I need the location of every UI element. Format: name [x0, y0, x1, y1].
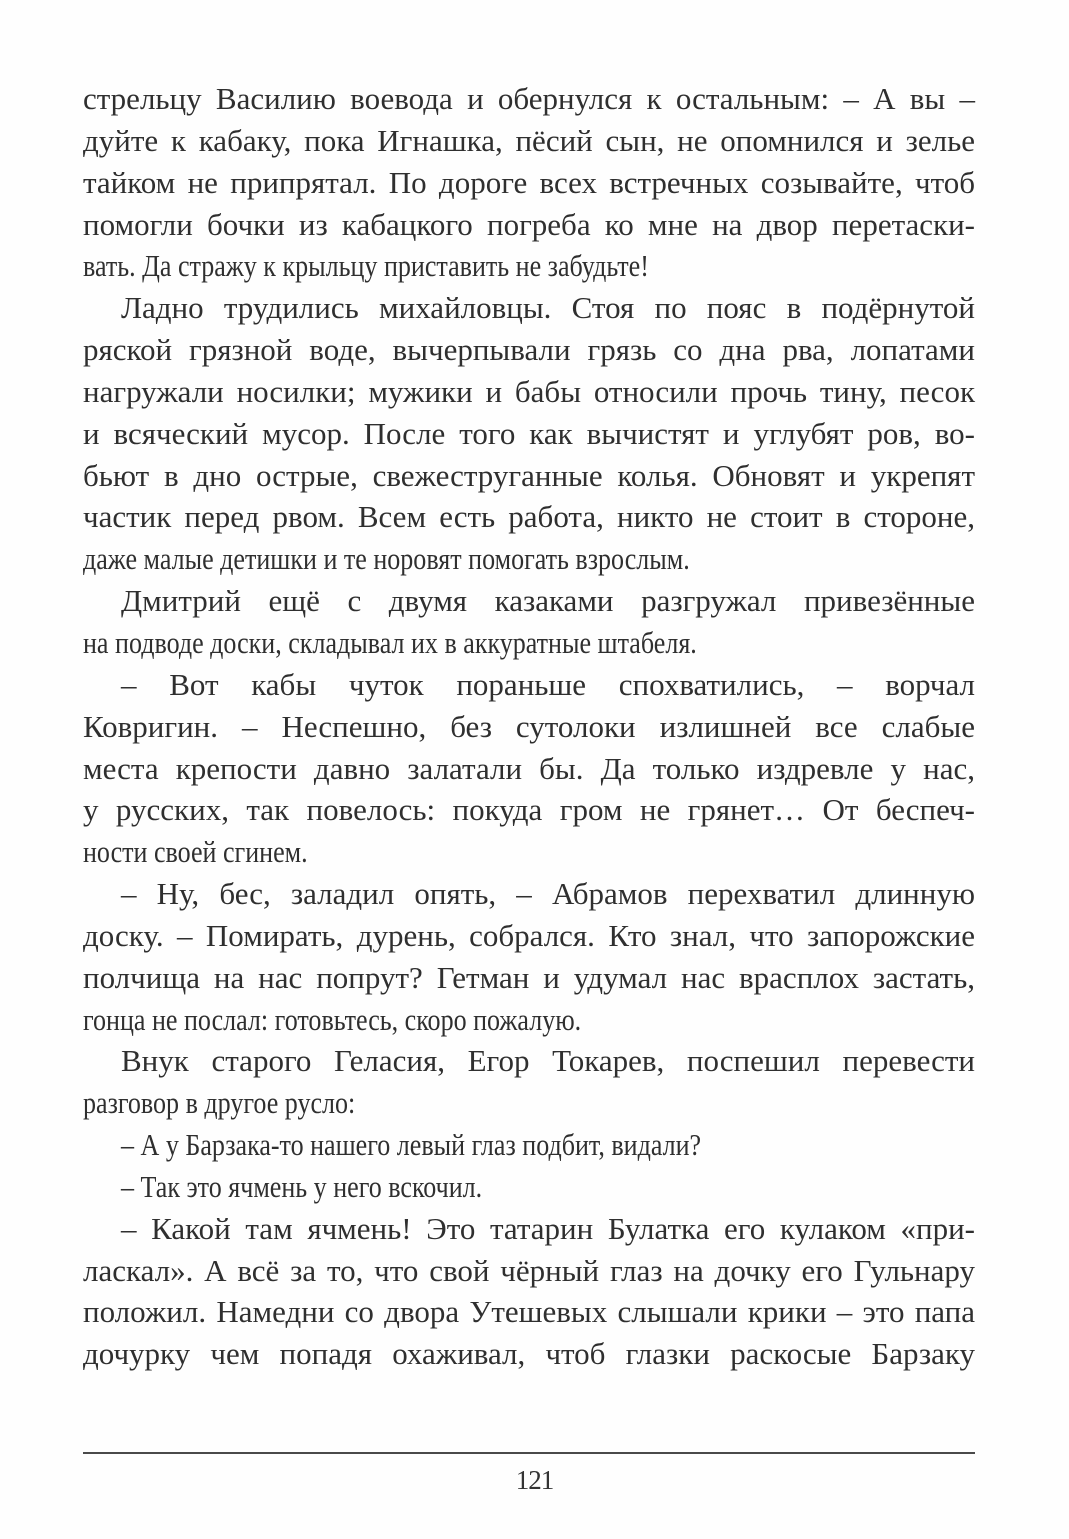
text-line: [83, 664, 975, 706]
text-line: [83, 706, 975, 748]
text-line-content: даже малые детишки и те норовят помогать взрослым.: [83, 541, 690, 577]
text-line-content: полчища на нас попрут? Гетман и удумал нас врасплох застать,: [83, 959, 975, 995]
text-line-content: Дмитрий ещё с двумя казаками разгружал привезённые: [121, 583, 975, 619]
text-line-content: дуйте к кабаку, пока Игнашка, пёсий сын, не опомнился и зелье: [83, 122, 975, 158]
text-line: [83, 999, 975, 1041]
text-line-content: – А у Барзака-то нашего левый глаз подбит, видали?: [121, 1127, 702, 1163]
text-line-content: и всяческий мусор. После того как вычистят и углубят ров, во-: [83, 415, 975, 451]
text-line-content: стрельцу Василию воевода и обернулся к остальным: – А вы –: [83, 81, 975, 116]
text-line: [83, 873, 975, 915]
text-line: [83, 78, 975, 120]
text-line-content: Ковригин. – Неспешно, без сутолоки излишней все слабые: [83, 708, 975, 744]
text-line: [83, 371, 975, 413]
text-line: [83, 204, 975, 246]
text-line: [83, 287, 975, 329]
text-line-content: гонца не послал: готовьтесь, скоро пожалую.: [83, 1001, 582, 1037]
text-line-content: Ладно трудились михайловцы. Стоя по пояс в подёрнутой: [121, 290, 975, 326]
text-line-content: места крепости давно залатали бы. Да только издревле у нас,: [83, 750, 975, 786]
text-line-content: разговор в другое русло:: [83, 1085, 356, 1121]
text-line: [83, 1124, 975, 1166]
text-line: [83, 1291, 975, 1333]
text-line: [83, 455, 975, 497]
text-line-content: ряской грязной воде, вычерпывали грязь со дна рва, лопатами: [83, 332, 975, 368]
text-line-content: – Вот кабы чуток пораньше спохватились, – ворчал: [121, 666, 975, 702]
text-line-content: тайком не припрятал. По дороге всех встречных созывайте, чтоб: [83, 164, 975, 200]
text-line: [83, 538, 975, 580]
text-line-content: – Какой там ячмень! Это татарин Булатка его кулаком «при-: [121, 1210, 975, 1246]
text-line: [83, 1166, 975, 1208]
text-line-content: у русских, так повелось: покуда гром не грянет… От беспеч-: [83, 792, 975, 828]
text-line: [83, 831, 975, 873]
text-line-content: ласкал». А всё за то, что свой чёрный глаз на дочку его Гульнару: [83, 1252, 975, 1288]
text-line-content: – Так это ячмень у него вскочил.: [121, 1168, 483, 1204]
text-line-content: на подводе доски, складывал их в аккуратные штабеля.: [83, 624, 697, 660]
text-line: [83, 413, 975, 455]
text-line: [83, 957, 975, 999]
text-line: [83, 496, 975, 538]
text-line-content: бьют в дно острые, свежеструганные колья. Обновят и укрепят: [83, 457, 975, 493]
text-line: [83, 245, 975, 287]
page-number: 121: [515, 1465, 554, 1495]
text-line: [83, 1040, 975, 1082]
text-line: [83, 1082, 975, 1124]
text-line-content: – Ну, бес, заладил опять, – Абрамов перехватил длинную: [121, 876, 975, 912]
text-line: [83, 622, 975, 664]
text-line-content: Внук старого Геласия, Егор Токарев, поспешил перевести: [121, 1043, 975, 1079]
text-line: [83, 915, 975, 957]
text-line-content: положил. Намедни со двора Утешевых слышали крики – это папа: [83, 1294, 975, 1330]
text-line: [83, 329, 975, 371]
text-line: [83, 1333, 975, 1375]
text-line: [83, 1250, 975, 1292]
text-line-content: нагружали носилки; мужики и бабы относили прочь тину, песок: [83, 373, 975, 409]
text-line: [83, 162, 975, 204]
text-line: [83, 580, 975, 622]
text-line-content: частик перед рвом. Всем есть работа, никто не стоит в стороне,: [83, 499, 975, 535]
text-line: [83, 120, 975, 162]
text-line-content: помогли бочки из кабацкого погреба ко мне на двор перетаски-: [83, 206, 975, 242]
text-line: [83, 789, 975, 831]
text-line: [83, 1208, 975, 1250]
text-line-content: дочурку чем попадя охаживал, чтоб глазки раскосые Барзаку: [83, 1336, 975, 1372]
text-line-content: ности своей сгинем.: [83, 834, 308, 870]
text-line-content: вать. Да стражу к крыльцу приставить не забудьте!: [83, 248, 649, 284]
text-line-content: доску. – Помирать, дурень, собрался. Кто знал, что запорожские: [83, 917, 975, 953]
text-line: [83, 748, 975, 790]
footer-rule: [83, 1452, 975, 1454]
body-text: [83, 78, 975, 1375]
